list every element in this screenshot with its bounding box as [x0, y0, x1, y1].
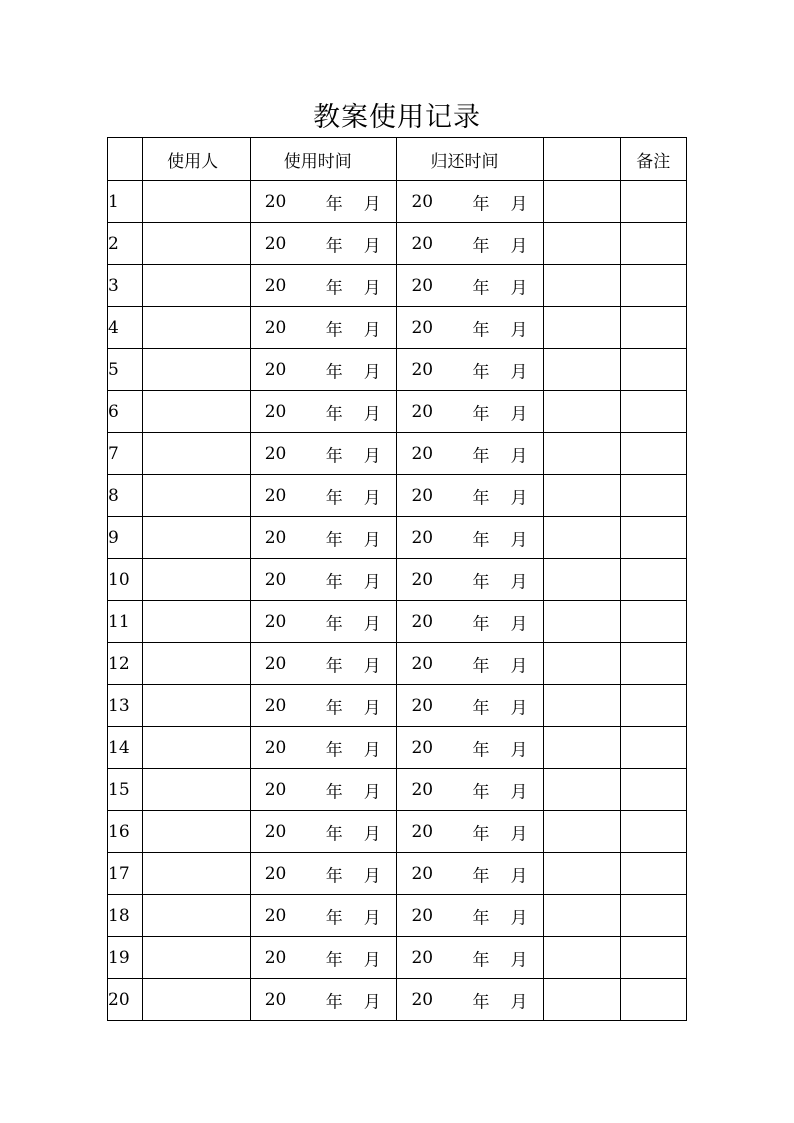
table-row: [108, 349, 687, 391]
blank-cell[interactable]: [544, 223, 620, 265]
year-prefix: 20: [411, 485, 434, 506]
year-label: 年: [472, 908, 490, 928]
year-prefix: 20: [264, 527, 287, 548]
year-prefix: 20: [411, 905, 434, 926]
row-number: 11: [108, 601, 143, 643]
year-prefix: 20: [264, 317, 287, 338]
year-prefix: 20: [411, 989, 434, 1010]
notes-cell[interactable]: [620, 559, 686, 601]
return-time-cell[interactable]: [397, 895, 544, 937]
month-label: 月: [363, 740, 381, 760]
year-prefix: 20: [411, 653, 434, 674]
row-number: 7: [108, 433, 143, 475]
year-label: 年: [325, 362, 343, 382]
use-time-cell[interactable]: [250, 979, 397, 1021]
year-label: 年: [325, 698, 343, 718]
row-number: 19: [108, 937, 143, 979]
page-title: 教案使用记录: [313, 102, 481, 133]
row-number: 18: [108, 895, 143, 937]
year-label: 年: [325, 404, 343, 424]
month-label: 月: [363, 698, 381, 718]
return-time-cell[interactable]: [397, 769, 544, 811]
month-label: 月: [510, 572, 528, 592]
month-label: 月: [363, 194, 381, 214]
year-label: 年: [472, 656, 490, 676]
user-cell[interactable]: [143, 979, 251, 1021]
blank-cell[interactable]: [544, 685, 620, 727]
row-number: 16: [108, 811, 143, 853]
blank-cell[interactable]: [544, 307, 620, 349]
year-prefix: 20: [264, 905, 287, 926]
month-label: 月: [510, 236, 528, 256]
year-prefix: 20: [264, 275, 287, 296]
return-time-cell[interactable]: [397, 853, 544, 895]
header-index: [108, 138, 143, 181]
year-label: 年: [325, 782, 343, 802]
use-time-cell[interactable]: [250, 601, 397, 643]
month-label: 月: [363, 656, 381, 676]
user-cell[interactable]: [143, 601, 251, 643]
use-time-cell[interactable]: [250, 433, 397, 475]
year-prefix: 20: [411, 191, 434, 212]
year-label: 年: [325, 278, 343, 298]
month-label: 月: [510, 194, 528, 214]
blank-cell[interactable]: [544, 811, 620, 853]
use-time-cell[interactable]: [250, 307, 397, 349]
year-prefix: 20: [411, 527, 434, 548]
month-label: 月: [363, 530, 381, 550]
blank-cell[interactable]: [544, 433, 620, 475]
row-number: 13: [108, 685, 143, 727]
row-number: 2: [108, 223, 143, 265]
month-label: 月: [363, 446, 381, 466]
table-row: [108, 391, 687, 433]
year-label: 年: [325, 992, 343, 1012]
use-time-cell[interactable]: [250, 769, 397, 811]
month-label: 月: [510, 278, 528, 298]
year-prefix: 20: [264, 359, 287, 380]
user-cell[interactable]: [143, 265, 251, 307]
year-prefix: 20: [264, 947, 287, 968]
year-label: 年: [472, 278, 490, 298]
blank-cell[interactable]: [544, 853, 620, 895]
return-time-cell[interactable]: [397, 391, 544, 433]
notes-cell[interactable]: [620, 811, 686, 853]
notes-cell[interactable]: [620, 895, 686, 937]
return-time-cell[interactable]: [397, 517, 544, 559]
month-label: 月: [510, 824, 528, 844]
usage-log-table: [107, 137, 687, 1021]
user-cell[interactable]: [143, 643, 251, 685]
month-label: 月: [510, 362, 528, 382]
notes-cell[interactable]: [620, 307, 686, 349]
month-label: 月: [363, 614, 381, 634]
use-time-cell[interactable]: [250, 727, 397, 769]
table-row: [108, 601, 687, 643]
user-cell[interactable]: [143, 727, 251, 769]
user-cell[interactable]: [143, 307, 251, 349]
year-prefix: 20: [411, 779, 434, 800]
return-time-cell[interactable]: [397, 979, 544, 1021]
return-time-cell[interactable]: [397, 265, 544, 307]
blank-cell[interactable]: [544, 937, 620, 979]
use-time-cell[interactable]: [250, 643, 397, 685]
notes-cell[interactable]: [620, 433, 686, 475]
header-return-time: 归还时间: [397, 138, 544, 181]
year-label: 年: [325, 488, 343, 508]
month-label: 月: [510, 488, 528, 508]
month-label: 月: [510, 866, 528, 886]
notes-cell[interactable]: [620, 223, 686, 265]
use-time-cell[interactable]: [250, 475, 397, 517]
year-label: 年: [472, 404, 490, 424]
year-label: 年: [325, 908, 343, 928]
year-prefix: 20: [411, 569, 434, 590]
blank-cell[interactable]: [544, 601, 620, 643]
table-row: [108, 937, 687, 979]
year-label: 年: [325, 446, 343, 466]
year-label: 年: [472, 194, 490, 214]
header-user: 使用人: [143, 138, 251, 181]
row-number: 15: [108, 769, 143, 811]
blank-cell[interactable]: [544, 979, 620, 1021]
month-label: 月: [363, 782, 381, 802]
row-number: 20: [108, 979, 143, 1021]
year-prefix: 20: [411, 611, 434, 632]
use-time-cell[interactable]: [250, 223, 397, 265]
year-prefix: 20: [411, 233, 434, 254]
use-time-cell[interactable]: [250, 937, 397, 979]
year-label: 年: [472, 320, 490, 340]
table-row: [108, 811, 687, 853]
month-label: 月: [363, 992, 381, 1012]
row-number: 9: [108, 517, 143, 559]
header-notes: 备注: [620, 138, 686, 181]
year-label: 年: [325, 530, 343, 550]
notes-cell[interactable]: [620, 475, 686, 517]
row-number: 8: [108, 475, 143, 517]
return-time-cell[interactable]: [397, 223, 544, 265]
month-label: 月: [363, 362, 381, 382]
year-prefix: 20: [264, 611, 287, 632]
month-label: 月: [363, 236, 381, 256]
year-label: 年: [472, 950, 490, 970]
blank-cell[interactable]: [544, 769, 620, 811]
month-label: 月: [363, 950, 381, 970]
year-prefix: 20: [411, 695, 434, 716]
year-prefix: 20: [264, 485, 287, 506]
year-label: 年: [472, 572, 490, 592]
use-time-cell[interactable]: [250, 685, 397, 727]
year-prefix: 20: [411, 275, 434, 296]
month-label: 月: [510, 320, 528, 340]
use-time-cell[interactable]: [250, 181, 397, 223]
year-prefix: 20: [264, 191, 287, 212]
year-label: 年: [325, 320, 343, 340]
month-label: 月: [363, 278, 381, 298]
row-number: 3: [108, 265, 143, 307]
table-row: [108, 895, 687, 937]
notes-cell[interactable]: [620, 601, 686, 643]
use-time-cell[interactable]: [250, 559, 397, 601]
year-label: 年: [472, 866, 490, 886]
month-label: 月: [510, 908, 528, 928]
table-row: [108, 475, 687, 517]
use-time-cell[interactable]: [250, 517, 397, 559]
year-label: 年: [325, 614, 343, 634]
table-row: [108, 979, 687, 1021]
notes-cell[interactable]: [620, 349, 686, 391]
row-number: 10: [108, 559, 143, 601]
year-prefix: 20: [264, 443, 287, 464]
user-cell[interactable]: [143, 559, 251, 601]
use-time-cell[interactable]: [250, 853, 397, 895]
user-cell[interactable]: [143, 517, 251, 559]
user-cell[interactable]: [143, 475, 251, 517]
user-cell[interactable]: [143, 895, 251, 937]
month-label: 月: [363, 572, 381, 592]
user-cell[interactable]: [143, 811, 251, 853]
month-label: 月: [510, 530, 528, 550]
table-row: [108, 433, 687, 475]
use-time-cell[interactable]: [250, 895, 397, 937]
month-label: 月: [363, 488, 381, 508]
user-cell[interactable]: [143, 769, 251, 811]
row-number: 17: [108, 853, 143, 895]
month-label: 月: [510, 698, 528, 718]
use-time-cell[interactable]: [250, 265, 397, 307]
row-number: 5: [108, 349, 143, 391]
blank-cell[interactable]: [544, 475, 620, 517]
year-prefix: 20: [264, 233, 287, 254]
table-row: [108, 727, 687, 769]
table-row: [108, 685, 687, 727]
month-label: 月: [510, 656, 528, 676]
row-number: 14: [108, 727, 143, 769]
blank-cell[interactable]: [544, 265, 620, 307]
year-label: 年: [325, 572, 343, 592]
year-prefix: 20: [264, 863, 287, 884]
return-time-cell[interactable]: [397, 433, 544, 475]
use-time-cell[interactable]: [250, 349, 397, 391]
return-time-cell[interactable]: [397, 349, 544, 391]
notes-cell[interactable]: [620, 181, 686, 223]
month-label: 月: [510, 782, 528, 802]
year-label: 年: [472, 740, 490, 760]
table-row: [108, 517, 687, 559]
table-row: [108, 181, 687, 223]
notes-cell[interactable]: [620, 265, 686, 307]
return-time-cell[interactable]: [397, 181, 544, 223]
year-label: 年: [472, 446, 490, 466]
table-row: [108, 265, 687, 307]
user-cell[interactable]: [143, 223, 251, 265]
notes-cell[interactable]: [620, 853, 686, 895]
year-label: 年: [472, 488, 490, 508]
user-cell[interactable]: [143, 181, 251, 223]
table-row: [108, 769, 687, 811]
return-time-cell[interactable]: [397, 643, 544, 685]
year-label: 年: [472, 992, 490, 1012]
user-cell[interactable]: [143, 853, 251, 895]
notes-cell[interactable]: [620, 391, 686, 433]
notes-cell[interactable]: [620, 937, 686, 979]
year-label: 年: [472, 698, 490, 718]
return-time-cell[interactable]: [397, 601, 544, 643]
year-prefix: 20: [411, 443, 434, 464]
month-label: 月: [363, 404, 381, 424]
year-prefix: 20: [264, 569, 287, 590]
year-label: 年: [472, 824, 490, 844]
notes-cell[interactable]: [620, 727, 686, 769]
header-use-time: 使用时间: [250, 138, 397, 181]
user-cell[interactable]: [143, 685, 251, 727]
use-time-cell[interactable]: [250, 811, 397, 853]
year-prefix: 20: [411, 737, 434, 758]
notes-cell[interactable]: [620, 685, 686, 727]
month-label: 月: [363, 866, 381, 886]
return-time-cell[interactable]: [397, 685, 544, 727]
table-row: [108, 643, 687, 685]
table-row: [108, 307, 687, 349]
month-label: 月: [510, 446, 528, 466]
year-label: 年: [472, 782, 490, 802]
blank-cell[interactable]: [544, 643, 620, 685]
year-prefix: 20: [411, 359, 434, 380]
blank-cell[interactable]: [544, 181, 620, 223]
row-number: 6: [108, 391, 143, 433]
year-label: 年: [472, 236, 490, 256]
month-label: 月: [363, 908, 381, 928]
blank-cell[interactable]: [544, 391, 620, 433]
year-label: 年: [325, 824, 343, 844]
year-prefix: 20: [264, 653, 287, 674]
notes-cell[interactable]: [620, 769, 686, 811]
header-blank: [544, 138, 620, 181]
blank-cell[interactable]: [544, 517, 620, 559]
month-label: 月: [363, 824, 381, 844]
return-time-cell[interactable]: [397, 307, 544, 349]
year-label: 年: [325, 236, 343, 256]
year-prefix: 20: [264, 779, 287, 800]
notes-cell[interactable]: [620, 643, 686, 685]
blank-cell[interactable]: [544, 895, 620, 937]
notes-cell[interactable]: [620, 979, 686, 1021]
table-row: [108, 223, 687, 265]
year-prefix: 20: [264, 989, 287, 1010]
year-prefix: 20: [411, 317, 434, 338]
user-cell[interactable]: [143, 937, 251, 979]
year-label: 年: [325, 740, 343, 760]
return-time-cell[interactable]: [397, 811, 544, 853]
notes-cell[interactable]: [620, 517, 686, 559]
table-row: [108, 853, 687, 895]
header-row: [108, 138, 687, 181]
year-label: 年: [472, 362, 490, 382]
year-label: 年: [325, 656, 343, 676]
year-label: 年: [472, 614, 490, 634]
month-label: 月: [510, 992, 528, 1012]
user-cell[interactable]: [143, 349, 251, 391]
return-time-cell[interactable]: [397, 559, 544, 601]
year-label: 年: [325, 194, 343, 214]
blank-cell[interactable]: [544, 727, 620, 769]
blank-cell[interactable]: [544, 559, 620, 601]
month-label: 月: [510, 740, 528, 760]
blank-cell[interactable]: [544, 349, 620, 391]
year-prefix: 20: [264, 737, 287, 758]
row-number: 4: [108, 307, 143, 349]
year-prefix: 20: [264, 695, 287, 716]
use-time-cell[interactable]: [250, 391, 397, 433]
month-label: 月: [510, 404, 528, 424]
month-label: 月: [510, 950, 528, 970]
month-label: 月: [510, 614, 528, 634]
year-prefix: 20: [264, 401, 287, 422]
year-prefix: 20: [264, 821, 287, 842]
return-time-cell[interactable]: [397, 727, 544, 769]
year-prefix: 20: [411, 863, 434, 884]
user-cell[interactable]: [143, 391, 251, 433]
year-label: 年: [325, 866, 343, 886]
year-prefix: 20: [411, 947, 434, 968]
year-label: 年: [472, 530, 490, 550]
return-time-cell[interactable]: [397, 475, 544, 517]
month-label: 月: [363, 320, 381, 340]
year-prefix: 20: [411, 401, 434, 422]
row-number: 12: [108, 643, 143, 685]
year-label: 年: [325, 950, 343, 970]
user-cell[interactable]: [143, 433, 251, 475]
year-prefix: 20: [411, 821, 434, 842]
row-number: 1: [108, 181, 143, 223]
table-row: [108, 559, 687, 601]
return-time-cell[interactable]: [397, 937, 544, 979]
